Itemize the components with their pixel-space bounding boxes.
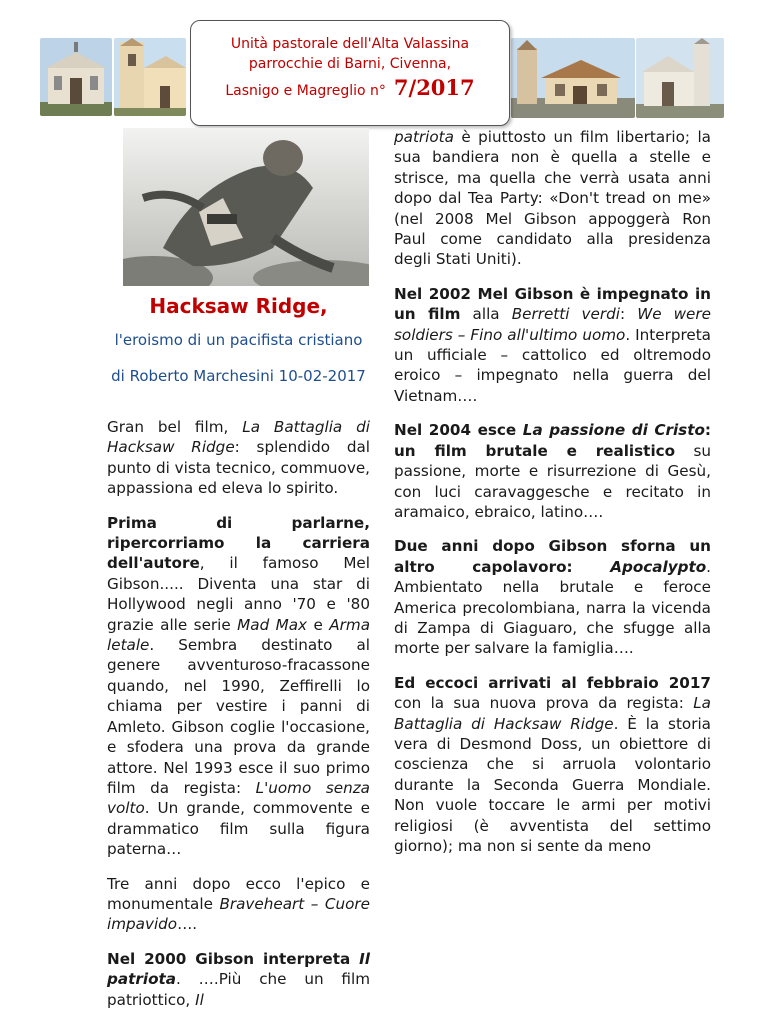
article-byline: di Roberto Marchesini 10-02-2017 bbox=[111, 367, 366, 385]
text: . Interpreta un ufficiale – cattolico ed oltremodo eroico – impegnato nella guerra del Vietnam…. bbox=[394, 325, 711, 405]
text: , il famoso Mel Gibson..... Diventa una star di Hollywood negli anno '70 e '80 grazie alle serie bbox=[107, 554, 370, 634]
film-still-photo bbox=[123, 128, 369, 286]
paragraph bbox=[394, 284, 711, 406]
film-title: Arma letale bbox=[107, 615, 371, 655]
bold-text: Prima di parlarne, ripercorriamo la carriera dell'autore bbox=[107, 513, 370, 573]
text: Tre anni dopo ecco l'epico e monumentale bbox=[107, 874, 370, 913]
film-title: Mad Max bbox=[237, 615, 308, 634]
bold-text: Due anni dopo Gibson sforna un altro capolavoro: bbox=[394, 537, 711, 576]
text: . Sembra destinato al genere avventuroso-fracassone quando, nel 1990, Zeffirelli lo chiama per vestire i panni di Amleto. Gibson coglie l'occasione, e sfodera una prova da grande attore. Nel 1993 esce il suo primo film da regista: bbox=[107, 636, 370, 797]
text: : splendido dal punto di vista tecnico, commuove, appassiona ed eleva lo spirito. bbox=[107, 438, 370, 498]
paragraph bbox=[394, 673, 711, 857]
article-subtitle: l'eroismo di un pacifista cristiano bbox=[114, 331, 363, 349]
church-photo-magreglio bbox=[636, 38, 724, 118]
article-title: Hacksaw Ridge, bbox=[149, 294, 328, 318]
bulletin-header bbox=[190, 20, 510, 126]
bold-text: : un film brutale e realistico bbox=[394, 421, 711, 460]
header-line-3 bbox=[191, 75, 509, 101]
paragraph bbox=[394, 127, 711, 270]
paragraph bbox=[394, 420, 711, 522]
text: : bbox=[619, 305, 638, 324]
header-line-2: parrocchie di Barni, Civenna, bbox=[248, 56, 452, 72]
text: . È la storia vera di Desmond Doss, un obiettore di coscienza che si arruola volontario durante la Seconda Guerra Mondiale. Non vuole toccare le armi per motivi religiosi (è avventista del settimo giorno); ma non si sente da meno bbox=[394, 714, 711, 855]
header-line-1: Unità pastorale dell'Alta Valassina bbox=[230, 36, 470, 52]
church-photo-lasnigo bbox=[511, 38, 635, 118]
church-photo-civenna bbox=[114, 38, 186, 116]
film-title: La Battaglia di Hacksaw Ridge bbox=[394, 694, 711, 733]
film-title: La Battaglia di Hacksaw Ridge bbox=[107, 418, 370, 457]
text: . Ambientato nella brutale e feroce America precolombiana, narra la vicenda di Zampa di Giaguaro, che sfugge alla morte per salvare la famiglia…. bbox=[394, 557, 711, 658]
film-title: Apocalypto bbox=[610, 557, 707, 576]
bold-text: Nel 2002 Mel Gibson è impegnato in un film bbox=[394, 284, 711, 324]
film-title: Braveheart – Cuore impavido bbox=[107, 894, 370, 934]
paragraph bbox=[107, 949, 370, 1010]
text: e bbox=[307, 615, 330, 634]
paragraph bbox=[107, 513, 370, 860]
film-title: Berretti verdi bbox=[511, 305, 620, 324]
film-title: La passione di Cristo bbox=[522, 421, 705, 440]
film-title: Il bbox=[195, 990, 204, 1009]
film-title: Il patriota bbox=[107, 949, 370, 989]
paragraph bbox=[107, 417, 370, 499]
text: con la sua nuova prova da regista: bbox=[394, 694, 694, 713]
right-column bbox=[394, 127, 711, 856]
bold-text: Nel 2004 esce bbox=[394, 421, 523, 440]
paragraph bbox=[107, 874, 370, 935]
film-title: We were soldiers – Fino all'ultimo uomo bbox=[394, 305, 711, 344]
header-parishes-number: Lasnigo e Magreglio n° bbox=[225, 83, 386, 99]
church-photo-barni bbox=[40, 38, 112, 116]
text: …. bbox=[177, 915, 198, 934]
film-title: patriota bbox=[394, 128, 454, 146]
text: . ….Più che un film patriottico, bbox=[107, 970, 370, 1009]
text: . Un grande, commovente e drammatico film sulla figura paterna… bbox=[107, 799, 370, 859]
film-title: L'uomo senza volto bbox=[107, 778, 370, 818]
bold-text: Ed eccoci arrivati al febbraio 2017 bbox=[394, 673, 711, 692]
paragraph bbox=[394, 536, 711, 658]
text: su passione, morte e risurrezione di Gesù, con luci caravaggesche e recitato in aramaico, ebraico, latino…. bbox=[394, 441, 711, 521]
left-column bbox=[107, 395, 370, 1010]
text: alla bbox=[460, 305, 512, 324]
text: è piuttosto un film libertario; la sua bandiera non è quella a stelle e strisce, ma quella che verrà usata anni dopo dal Tea Party: «Don't tread on me» (nel 2008 Mel Gibson appoggerà Ron Paul come candidato alla presidenza degli Stati Uniti). bbox=[394, 128, 711, 269]
text: Gran bel film, bbox=[107, 418, 243, 436]
bold-text: Nel 2000 Gibson interpreta bbox=[107, 949, 360, 968]
issue-number: 7/2017 bbox=[393, 75, 475, 100]
